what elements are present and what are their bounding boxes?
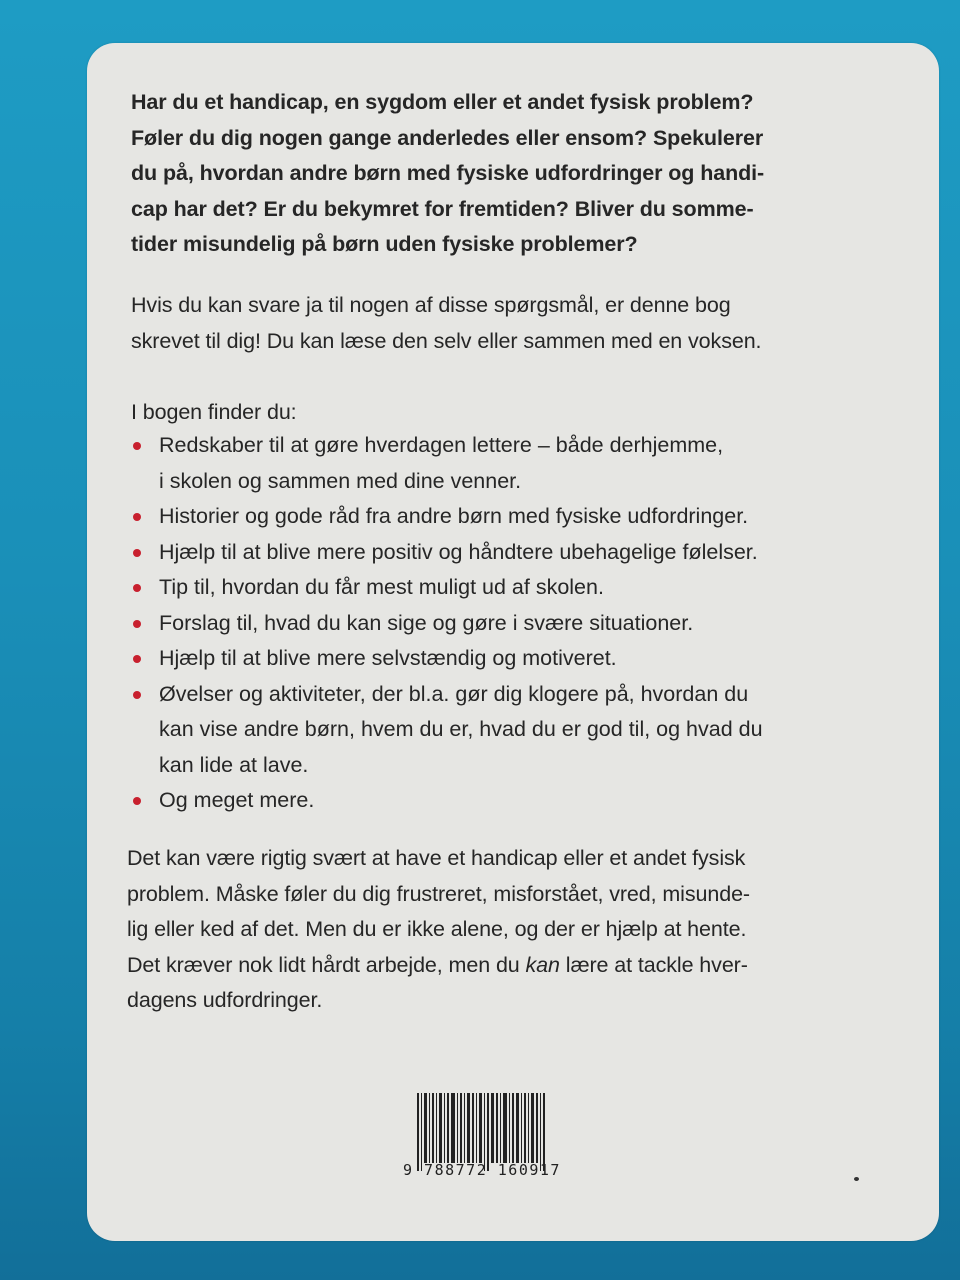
list-item-text: i skolen og sammen med dine venner. <box>159 468 522 493</box>
bullet-icon <box>133 549 141 557</box>
bullet-icon <box>133 584 141 592</box>
bullet-icon <box>133 513 141 521</box>
bullet-icon <box>133 620 141 628</box>
closing-line <box>127 948 917 984</box>
list-item-text: Hjælp til at blive mere selvstændig og motiveret. <box>159 646 617 670</box>
list-item-text: Og meget mere. <box>159 788 315 812</box>
list-item <box>131 499 911 535</box>
print-speck <box>854 1177 859 1181</box>
list-lead: I bogen finder du: <box>131 400 297 424</box>
contents-list <box>131 428 911 819</box>
list-item-text: Tip til, hvordan du får mest muligt ud af skolen. <box>159 575 604 599</box>
bullet-icon <box>133 442 141 450</box>
closing-text: Det kræver nok lidt hårdt arbejde, men du <box>127 952 526 977</box>
closing-paragraph <box>127 841 917 1019</box>
intro-paragraph <box>131 85 891 263</box>
list-item <box>131 783 911 819</box>
bullet-icon <box>133 655 141 663</box>
list-item <box>131 428 911 499</box>
closing-line: Det kan være rigtig svært at have et handicap eller et andet fysisk <box>127 846 746 870</box>
closing-line: dagens udfordringer. <box>127 988 323 1012</box>
intro-line: Føler du dig nogen gange anderledes eller ensom? Spekulerer <box>131 125 764 150</box>
list-item-text: kan vise andre børn, hvem du er, hvad du er god til, og hvad du <box>159 717 763 741</box>
list-item <box>131 641 911 677</box>
list-item-text: Hjælp til at blive mere positiv og håndtere ubehagelige følelser. <box>159 539 758 564</box>
emphasis-text: kan <box>525 952 560 977</box>
bullet-icon <box>133 797 141 805</box>
intro-line: tider misundelig på børn uden fysiske problemer? <box>131 232 638 256</box>
list-item-text: Historier og gode råd fra andre børn med fysiske udfordringer. <box>159 504 749 528</box>
closing-text: lære at tackle hver- <box>559 952 748 977</box>
intro-line: du på, hvordan andre børn med fysiske udfordringer og handi- <box>131 161 765 185</box>
closing-line: lig eller ked af det. Men du er ikke alene, og der er hjælp at hente. <box>127 917 747 941</box>
list-item-text: Øvelser og aktiviteter, der bl.a. gør dig klogere på, hvordan du <box>159 681 749 706</box>
audience-line: Hvis du kan svare ja til nogen af disse spørgsmål, er denne bog <box>131 293 731 317</box>
list-item-text: kan lide at lave. <box>159 752 309 777</box>
audience-paragraph <box>131 288 891 359</box>
intro-line: Har du et handicap, en sygdom eller et andet fysisk problem? <box>131 90 754 114</box>
bullet-icon <box>133 691 141 699</box>
list-item <box>131 535 911 571</box>
intro-line: cap har det? Er du bekymret for fremtiden? Bliver du somme- <box>131 196 754 221</box>
barcode-bars <box>417 1093 607 1163</box>
audience-line: skrevet til dig! Du kan læse den selv eller sammen med en voksen. <box>131 328 762 353</box>
isbn-barcode <box>403 1093 607 1183</box>
closing-line: problem. Måske føler du dig frustreret, misforstået, vred, misunde- <box>127 881 750 906</box>
list-item <box>131 606 911 642</box>
list-item <box>131 677 911 784</box>
list-item <box>131 570 911 606</box>
back-cover-card <box>87 43 939 1241</box>
barcode-digits: 9 788772 160917 <box>403 1161 561 1179</box>
list-item-text: Forslag til, hvad du kan sige og gøre i svære situationer. <box>159 610 694 635</box>
list-item-text: Redskaber til at gøre hverdagen lettere – både derhjemme, <box>159 433 724 457</box>
